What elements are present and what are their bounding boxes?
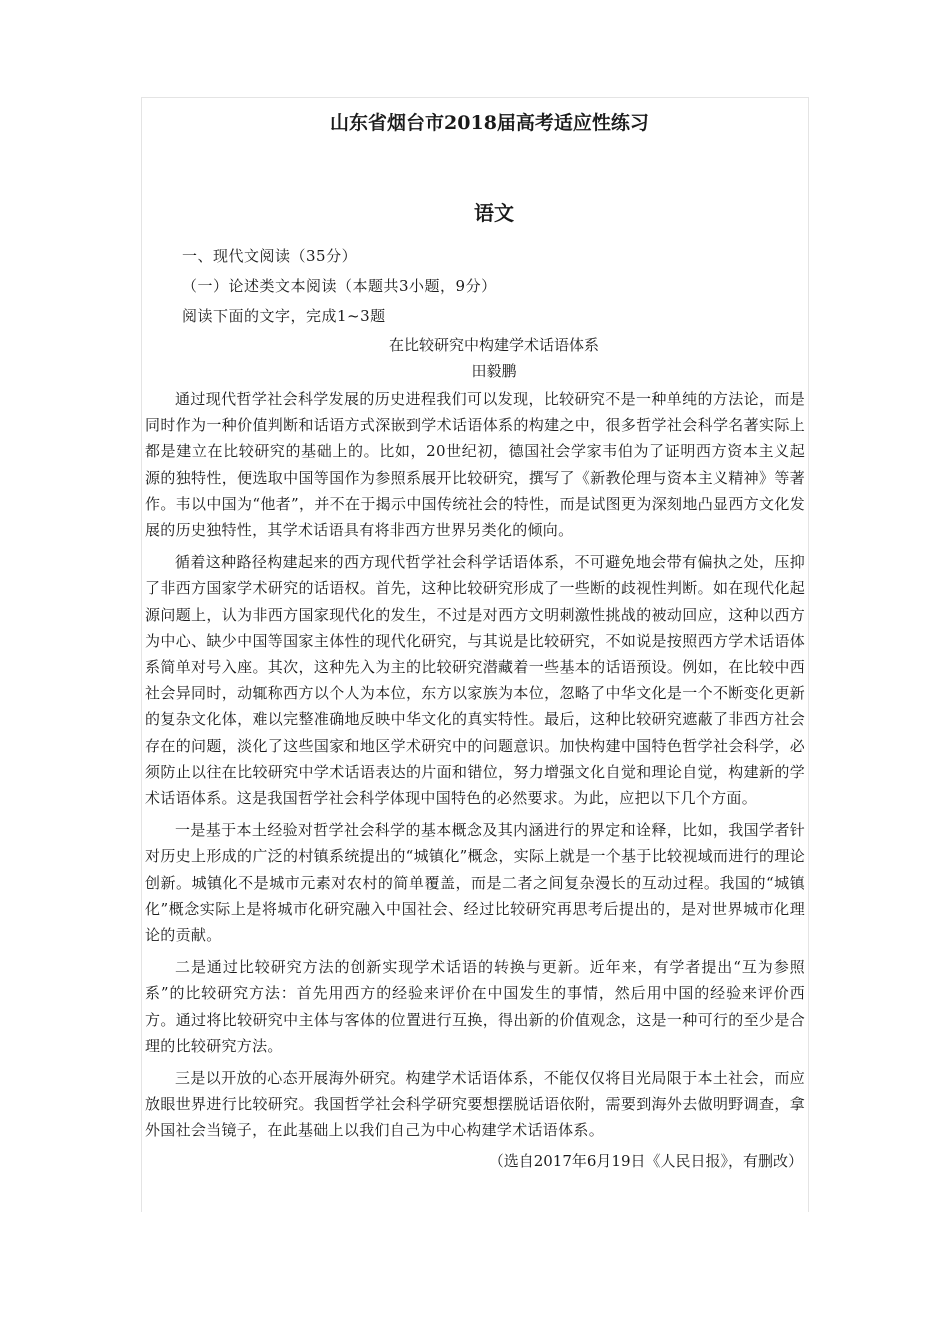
subsection-heading: （一）论述类文本阅读（本题共3小题，9分） bbox=[182, 277, 497, 295]
subject-heading: 语文 bbox=[474, 201, 514, 225]
paragraph: 一是基于本土经验对哲学社会科学的基本概念及其内涵进行的界定和诠释，比如，我国学者针对历史上形成的广泛的村镇系统提出的“城镇化”概念，实际上就是一个基于比较视域而进行的理论创新。城镇化不是城市元素对农村的简单覆盖，而是二者之间复杂漫长的互动过程。我国的“城镇化”概念实际上是将城市化研究融入中国社会、经过比较研究再思考后提出的，是对世界城市化理论的贡献。 bbox=[145, 821, 805, 945]
paragraph: 三是以开放的心态开展海外研究。构建学术话语体系，不能仅仅将目光局限于本土社会，而应放眼世界进行比较研究。我国哲学社会科学研究要想摆脱话语依附，需要到海外去做明野调查，拿外国社会当镜子，在此基础上以我们自己为中心构建学术话语体系。 bbox=[145, 1069, 805, 1140]
paragraph: 循着这种路径构建起来的西方现代哲学社会科学话语体系，不可避免地会带有偏执之处，压抑了非西方国家学术研究的话语权。首先，这种比较研究形成了一些断的歧视性判断。如在现代化起源问题上，认为非西方国家现代化的发生，不过是对西方文明刺激性挑战的被动回应，这种以西方为中心、缺少中国等国家主体性的现代化研究，与其说是比较研究，不如说是按照西方学术话语体系简单对号入座。其次，这种先入为主的比较研究潜藏着一些基本的话语预设。例如，在比较中西社会异同时，动辄称西方以个人为本位，东方以家族为本位，忽略了中华文化是一个不断变化更新的复杂文化体，难以完整准确地反映中华文化的真实特性。最后，这种比较研究遮蔽了非西方社会存在的问题，淡化了这些国家和地区学术研究中的问题意识。加快构建中国特色哲学社会科学，必须防止以往在比较研究中学术话语表达的片面和错位，努力增强文化自觉和理论自觉，构建新的学术话语体系。这是我国哲学社会科学体现中国特色的必然要求。为此，应把以下几个方面。 bbox=[145, 553, 805, 808]
document-title: 山东省烟台市2018届高考适应性练习 bbox=[330, 112, 649, 134]
source-citation: （选自2017年6月19日《人民日报》，有删改） bbox=[488, 1151, 803, 1170]
paragraph: 二是通过比较研究方法的创新实现学术话语的转换与更新。近年来，有学者提出“互为参照系”的比较研究方法：首先用西方的经验来评价在中国发生的事情，然后用中国的经验来评价西方。通过将比较研究中主体与客体的位置进行互换，得出新的价值观念，这是一种可行的至少是合理的比较研究方法。 bbox=[145, 958, 805, 1055]
section-heading-reading: 一、现代文阅读（35分） bbox=[182, 247, 358, 265]
article-author: 田毅鹏 bbox=[471, 362, 517, 380]
article-title: 在比较研究中构建学术话语体系 bbox=[388, 336, 599, 354]
document-body bbox=[145, 108, 807, 1174]
reading-instruction: 阅读下面的文字，完成1~3题 bbox=[182, 307, 386, 325]
paragraph: 通过现代哲学社会科学发展的历史进程我们可以发现，比较研究不是一种单纯的方法论，而是同时作为一种价值判断和话语方式深嵌到学术话语体系的构建之中，很多哲学社会科学名著实际上都是建立在比较研究的基础上的。比如，20世纪初，德国社会学家韦伯为了证明西方资本主义起源的独特性，便选取中国等国作为参照系展开比较研究，撰写了《新教伦理与资本主义精神》等著作。韦以中国为“他者”，并不在于揭示中国传统社会的特性，而是试图更为深刻地凸显西方文化发展的历史独特性，其学术话语具有将非西方世界另类化的倾向。 bbox=[145, 390, 805, 540]
